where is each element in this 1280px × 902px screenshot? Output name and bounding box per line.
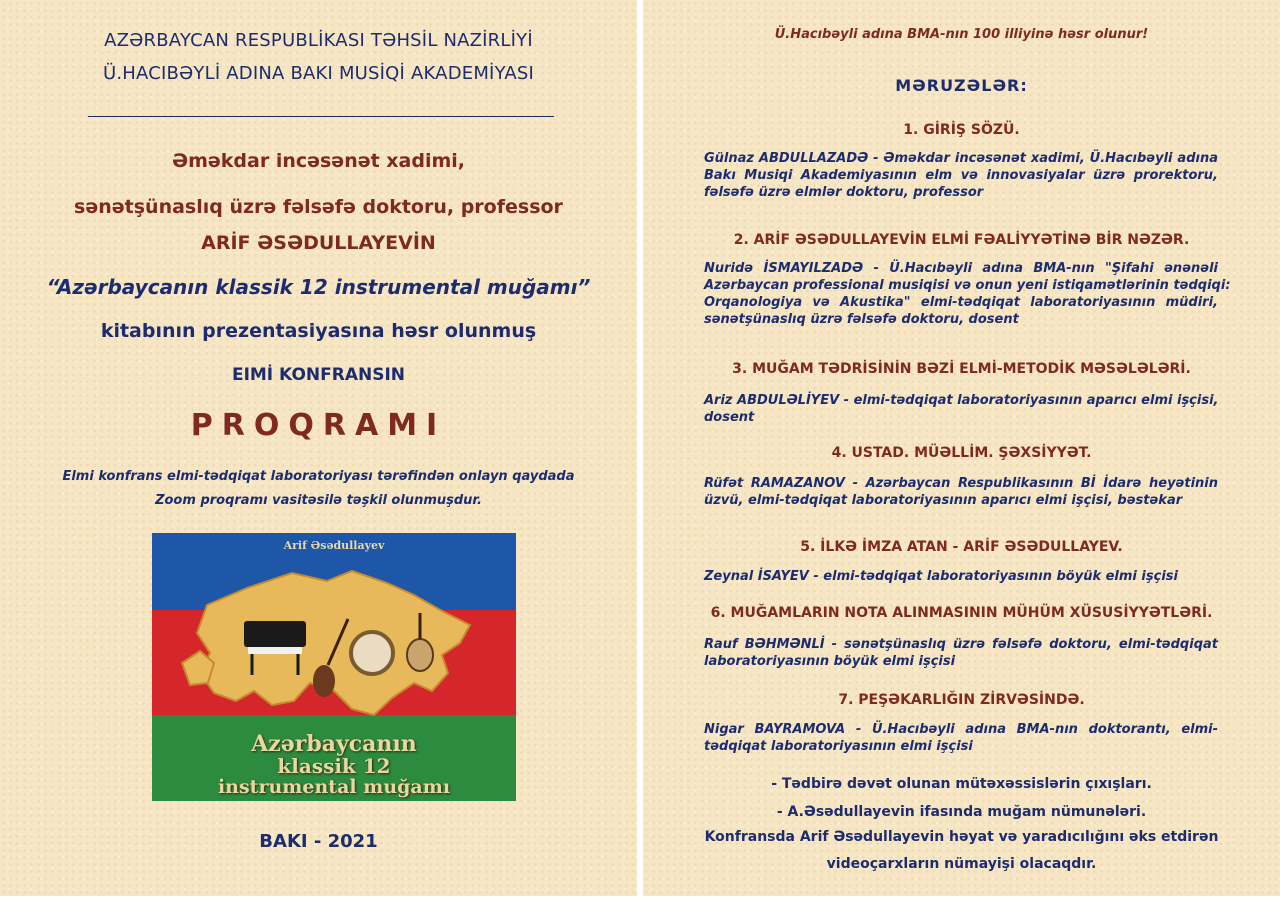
talk-speaker: Rauf BƏHMƏNLİ - sənətşünaslıq üzrə fəlsəfə doktoru, elmi-tədqiqat laboratoriyasının böyük elmi işçisi [704, 637, 1218, 669]
book-cover-image [152, 533, 516, 801]
conference-label: EIMİ KONFRANSIN [231, 365, 406, 385]
dedication-line: kitabının prezentasiyasına həsr olunmuş [100, 320, 537, 342]
honorary-title: Əməkdar incəsənət xadimi, [171, 150, 466, 172]
city-year: BAKI - 2021 [259, 831, 378, 852]
right-page [643, 0, 1280, 896]
book-title: “Azərbaycanın klassik 12 instrumental muğamı” [46, 275, 591, 299]
cover-author: Arif Əsədullayev [283, 539, 385, 552]
online-note-line2: Zoom proqramı vasitəsilə təşkil olunmuşdur. [155, 493, 482, 508]
talk-speaker: Zeynal İSAYEV - elmi-tədqiqat laboratoriyasının böyük elmi işçisi [704, 569, 1178, 584]
talk-speaker: Nigar BAYRAMOVA - Ü.Hacıbəyli adına BMA-nın doktorantı, elmi- tədqiqat laboratoriyasının elmi işçisi [704, 722, 1218, 754]
talk-title: 6. MUĞAMLARIN NOTA ALINMASININ MÜHÜM XÜSUSİYYƏTLƏRİ. [710, 605, 1213, 621]
talk-title: 5. İLKƏ İMZA ATAN - ARİF ƏSƏDULLAYEV. [800, 539, 1123, 555]
closing-line: - Tədbirə dəvət olunan mütəxəssislərin çıxışları. [771, 776, 1152, 792]
academic-title: sənətşünaslıq üzrə fəlsəfə doktoru, professor [74, 196, 563, 218]
program-title: PROQRAMI [190, 408, 447, 443]
closing-line: videoçarxların nümayişi olacaqdır. [826, 856, 1097, 872]
talk-speaker: Rüfət RAMAZANOV - Azərbaycan Respublikasının Bİ İdarə heyətinin üzvü, elmi-tədqiqat laboratoriyasının aparıcı elmi işçisi, bəstəkar [704, 476, 1218, 508]
cover-title-line1: Azərbaycanın [251, 731, 417, 757]
talk-title: 2. ARİF ƏSƏDULLAYEVİN ELMİ FƏALİYYƏTİNƏ BİR NƏZƏR. [733, 232, 1190, 248]
online-note-line1: Elmi konfrans elmi-tədqiqat laboratoriyası tərəfindən onlayn qaydada [62, 469, 575, 484]
talk-title: 4. USTAD. MÜƏLLİM. ŞƏXSİYYƏT. [831, 445, 1092, 461]
talk-speaker: Nuridə İSMAYILZADƏ - Ü.Hacıbəyli adına BMA-nın "Şifahi ənənəli Azərbaycan professional musiqisi və onun yeni istiqamətlərinin tədqiqi: Orqanologiya və Akustika" elmi-tədqiqat laboratoriyasının müdiri, sənətşünaslıq üzrə fəlsəfə doktoru, dosent [704, 261, 1231, 327]
person-name: ARİF ƏSƏDULLAYEVİN [201, 232, 436, 254]
talk-title: 3. MUĞAM TƏDRİSİNİN BƏZİ ELMİ-METODİK MƏSƏLƏLƏRİ. [732, 361, 1191, 377]
closing-line: - A.Əsədullayevin ifasında muğam nümunələri. [776, 804, 1147, 820]
cover-title-line3: instrumental muğamı [217, 776, 451, 798]
cover-title-line2: klassik 12 [277, 754, 391, 778]
divider-line [88, 116, 554, 117]
talk-speaker: Ariz ABDULƏLİYEV - elmi-tədqiqat laboratoriyasının aparıcı elmi işçisi, dosent [704, 393, 1219, 425]
anniversary-note: Ü.Hacıbəyli adına BMA-nın 100 illiyinə həsr olunur! [774, 27, 1149, 42]
reports-heading: MƏRUZƏLƏR: [895, 76, 1028, 95]
talk-title: 1. GİRİŞ SÖZÜ. [903, 122, 1020, 138]
talk-speaker: Gülnaz ABDULLAZADƏ - Əməkdar incəsənət xadimi, Ü.Hacıbəyli adına Bakı Musiqi Akademiyasının elm və innovasiyalar üzrə prorektoru, fəlsəfə üzrə elmlər doktoru, professor [704, 151, 1218, 200]
left-page [0, 0, 637, 896]
academy-heading: Ü.HACIBƏYLİ ADINA BAKI MUSİQİ AKADEMİYASI [102, 63, 535, 84]
ministry-heading: AZƏRBAYCAN RESPUBLİKASI TƏHSİL NAZİRLİYİ [104, 30, 533, 51]
talk-title: 7. PEŞƏKARLIĞIN ZİRVƏSİNDƏ. [838, 692, 1085, 708]
closing-line: Konfransda Arif Əsədullayevin həyat və yaradıcılığını əks etdirən [704, 829, 1219, 845]
